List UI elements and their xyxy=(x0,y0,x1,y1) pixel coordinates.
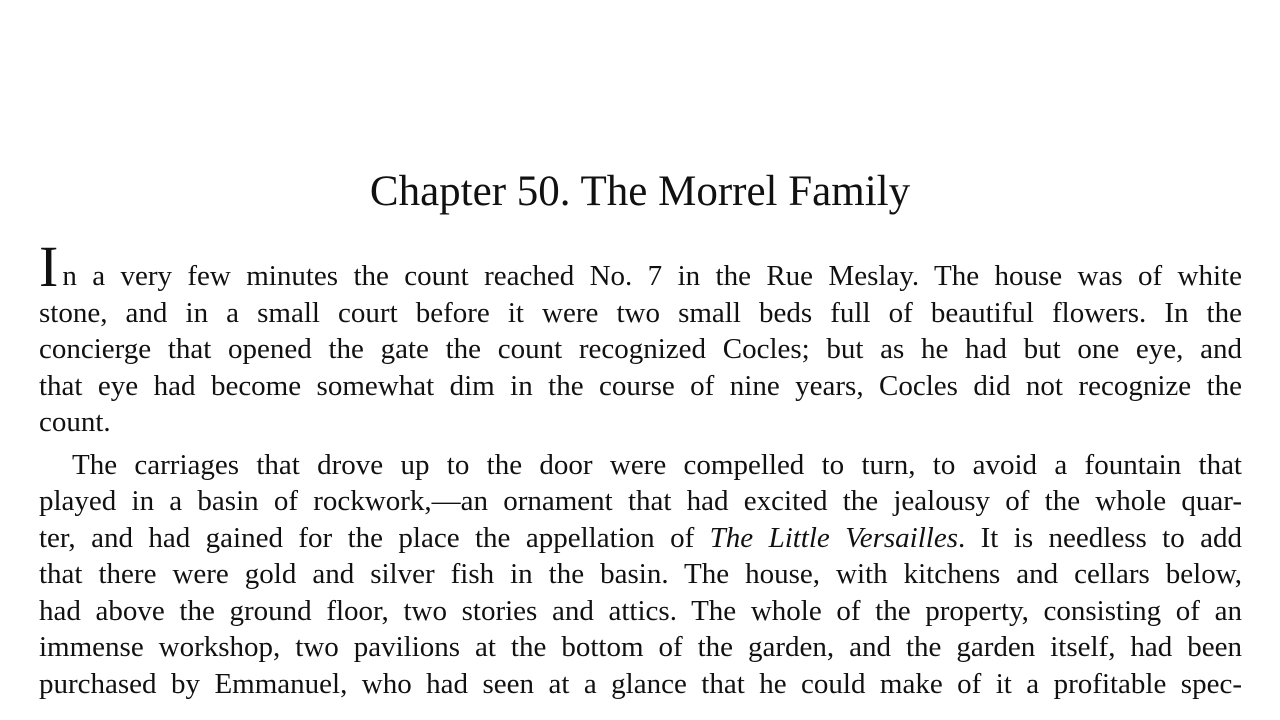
paragraph-1-line-3: concierge that opened the gate the count recognized Cocles; but as he had but one eye, and xyxy=(39,333,1242,365)
italic-place-name: The Little Versailles xyxy=(709,521,958,554)
paragraph-1-line-4: that eye had become somewhat dim in the course of nine years, Cocles did not recognize the xyxy=(39,369,1242,402)
paragraph-2-line-1: The carriages that drove up to the door were compelled to turn, to avoid a fountain that xyxy=(72,448,1242,481)
paragraph-2 xyxy=(39,447,1242,703)
paragraph-2-line-6: immense workshop, two pavilions at the bottom of the garden, and the garden itself, had been xyxy=(39,631,1242,663)
chapter-body xyxy=(39,234,1243,708)
paragraph-1-line-5: count. xyxy=(39,406,111,438)
paragraph-2-line-3 xyxy=(39,520,1242,557)
paragraph-2-line-2: played in a basin of rockwork,—an ornament that had excited the jealousy of the whole quar- xyxy=(39,485,1242,517)
paragraph-1 xyxy=(39,234,1242,441)
paragraph-1-line-1 xyxy=(39,234,1242,299)
paragraph-1-line-2: stone, and in a small court before it were two small beds full of beautiful flowers. In the xyxy=(39,296,1242,329)
drop-cap: I xyxy=(39,234,59,299)
paragraph-2-line-5: had above the ground floor, two stories and attics. The whole of the property, consisting of an xyxy=(39,594,1242,627)
paragraph-1-line-1-text: n a very few minutes the count reached No. 7 in the Rue Meslay. The house was of white xyxy=(62,260,1242,292)
paragraph-2-line-3-end: . It is needless to add xyxy=(957,521,1243,554)
paragraph-2-line-4: that there were gold and silver fish in the basin. The house, with kitchens and cellars below, xyxy=(39,558,1242,590)
paragraph-2-line-7: purchased by Emmanuel, who had seen at a glance that he could make of it a profitable spec- xyxy=(39,667,1242,700)
chapter-title: Chapter 50. The Morrel Family xyxy=(369,168,911,215)
paragraph-2-line-3-start: ter, and had gained for the place the appellation of xyxy=(39,521,710,554)
